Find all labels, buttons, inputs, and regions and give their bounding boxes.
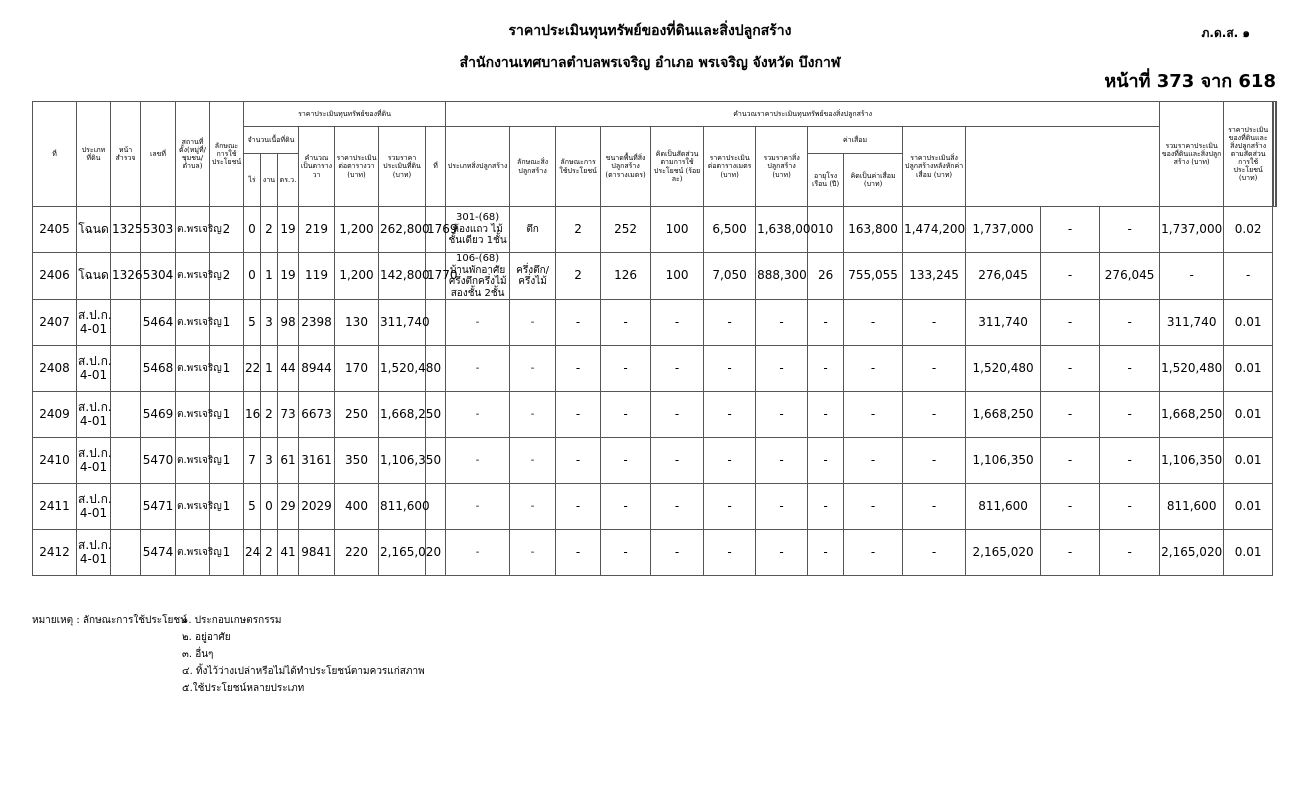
cell-b-price-sqm: -	[704, 438, 756, 484]
cell-ngan: 2	[261, 207, 278, 253]
cell-b-type: 106-(68) บ้านพักอาศัยครึ่งตึกครึ่งไม้สองชั้น 2ชั้น	[446, 253, 510, 300]
col-b-price-sqm: ราคาประเมินต่อตารางเมตร (บาท)	[704, 127, 756, 207]
cell-b-price-sqm: -	[704, 392, 756, 438]
cell-b-price-sqm: -	[704, 300, 756, 346]
cell-no: 2411	[33, 484, 77, 530]
col-b-style: ลักษณะสิ่งปลูกสร้าง	[510, 127, 556, 207]
col-no: ที่	[33, 102, 77, 207]
cell-b-area: 126	[601, 253, 651, 300]
cell-dep-age: -	[808, 392, 844, 438]
cell-deduction: -	[1100, 484, 1160, 530]
col-b-no: ที่	[426, 127, 446, 207]
cell-tax-rate: 0.02	[1224, 207, 1273, 253]
cell-dep-amount: -	[844, 346, 903, 392]
cell-rai: 5	[244, 484, 261, 530]
cell-grand-total: 1,668,250	[966, 392, 1041, 438]
cell-survey-page	[111, 300, 141, 346]
cell-b-type: 301-(68) ห้องแถว ไม้ชั้นเดียว 1ชั้น	[446, 207, 510, 253]
cell-no: 2405	[33, 207, 77, 253]
cell-b-percent: 100	[651, 253, 704, 300]
cell-number: 5469	[141, 392, 176, 438]
cell-b-area: -	[601, 392, 651, 438]
cell-ngan: 3	[261, 438, 278, 484]
cell-proportional: -	[1041, 253, 1100, 300]
cell-land-type: ส.ป.ก. 4-01	[77, 530, 111, 576]
cell-proportional: -	[1041, 207, 1100, 253]
notes	[32, 613, 425, 698]
cell-deduction: -	[1100, 207, 1160, 253]
cell-proportional: -	[1041, 392, 1100, 438]
col-location: สถานที่ตั้ง(หมู่ที่/ชุมชน/ตำบล)	[176, 102, 210, 207]
cell-b-usage: -	[556, 530, 601, 576]
cell-number: 5474	[141, 530, 176, 576]
col-b-percent: คิดเป็นสัดส่วนตามการใช้ประโยชน์ (ร้อยละ)	[651, 127, 704, 207]
cell-wa: 19	[278, 253, 299, 300]
cell-price-per-wa: 250	[335, 392, 379, 438]
cell-calc-wa: 2029	[299, 484, 335, 530]
cell-ngan: 1	[261, 346, 278, 392]
cell-b-total: -	[756, 300, 808, 346]
cell-no: 2410	[33, 438, 77, 484]
cell-b-total: 888,300	[756, 253, 808, 300]
cell-deduction: 276,045	[1100, 253, 1160, 300]
cell-dep-age: -	[808, 484, 844, 530]
cell-deduction: -	[1100, 346, 1160, 392]
cell-grand-total: 276,045	[966, 253, 1041, 300]
cell-taxable: 1,668,250	[1160, 392, 1224, 438]
table-row	[33, 392, 1277, 438]
cell-location: ต.พรเจริญ	[176, 346, 210, 392]
cell-b-usage: -	[556, 438, 601, 484]
cell-b-percent: -	[651, 484, 704, 530]
cell-number: 5304	[141, 253, 176, 300]
cell-dep-amount: -	[844, 484, 903, 530]
table-row	[33, 253, 1277, 300]
cell-wa: 44	[278, 346, 299, 392]
cell-b-total: -	[756, 438, 808, 484]
cell-number: 5303	[141, 207, 176, 253]
cell-location: ต.พรเจริญ	[176, 392, 210, 438]
col-proportional: ราคาประเมินของที่ดินและสิ่งปลูกสร้างตามสัดส่วนการใช้ประโยชน์ (บาท)	[1224, 102, 1273, 207]
cell-land-total: 142,800	[379, 253, 426, 300]
cell-b-after-dep: -	[903, 300, 966, 346]
cell-b-no: 1770	[426, 253, 446, 300]
cell-b-percent: -	[651, 530, 704, 576]
col-b-type: ประเภทสิ่งปลูกสร้าง	[446, 127, 510, 207]
cell-price-per-wa: 350	[335, 438, 379, 484]
cell-taxable: 811,600	[1160, 484, 1224, 530]
cell-taxable: 1,106,350	[1160, 438, 1224, 484]
col-b-usage: ลักษณะการใช้ประโยชน์	[556, 127, 601, 207]
cell-b-style: ครึ่งตึก/ครึ่งไม้	[510, 253, 556, 300]
cell-no: 2406	[33, 253, 77, 300]
cell-survey-page	[111, 346, 141, 392]
cell-dep-age: -	[808, 530, 844, 576]
cell-usage: 1	[210, 392, 244, 438]
cell-b-type: -	[446, 300, 510, 346]
cell-proportional: -	[1041, 530, 1100, 576]
document-title: ราคาประเมินทุนทรัพย์ของที่ดินและสิ่งปลูกสร้าง	[508, 23, 792, 39]
cell-b-style: -	[510, 300, 556, 346]
cell-usage: 1	[210, 484, 244, 530]
cell-dep-amount: -	[844, 300, 903, 346]
col-group-building: คำนวณราคาประเมินทุนทรัพย์ของสิ่งปลูกสร้าง	[446, 102, 1160, 127]
assessment-table	[32, 101, 1277, 576]
cell-rai: 5	[244, 300, 261, 346]
note-item: ๑. ประกอบเกษตรกรรม	[182, 615, 282, 626]
cell-location: ต.พรเจริญ	[176, 438, 210, 484]
note-item: ๕.ใช้ประโยชน์หลายประเภท	[182, 683, 305, 694]
cell-land-total: 811,600	[379, 484, 426, 530]
cell-no: 2412	[33, 530, 77, 576]
col-land-type: ประเภทที่ดิน	[77, 102, 111, 207]
cell-b-total: 1,638,000	[756, 207, 808, 253]
cell-calc-wa: 2398	[299, 300, 335, 346]
cell-b-type: -	[446, 484, 510, 530]
cell-b-total: -	[756, 392, 808, 438]
cell-survey-page: 1325	[111, 207, 141, 253]
table-row	[33, 207, 1277, 253]
cell-tax-rate: 0.01	[1224, 392, 1273, 438]
cell-b-usage: -	[556, 484, 601, 530]
cell-proportional: -	[1041, 346, 1100, 392]
table-body	[33, 207, 1277, 576]
cell-grand-total: 811,600	[966, 484, 1041, 530]
cell-b-total: -	[756, 484, 808, 530]
cell-wa: 98	[278, 300, 299, 346]
cell-no: 2409	[33, 392, 77, 438]
cell-ngan: 2	[261, 530, 278, 576]
cell-b-area: -	[601, 484, 651, 530]
cell-no: 2407	[33, 300, 77, 346]
cell-b-total: -	[756, 346, 808, 392]
cell-taxable: 1,520,480	[1160, 346, 1224, 392]
cell-usage: 1	[210, 346, 244, 392]
cell-price-per-wa: 1,200	[335, 207, 379, 253]
cell-taxable: 1,737,000	[1160, 207, 1224, 253]
cell-survey-page: 1326	[111, 253, 141, 300]
cell-rai: 22	[244, 346, 261, 392]
cell-price-per-wa: 170	[335, 346, 379, 392]
cell-calc-wa: 6673	[299, 392, 335, 438]
cell-proportional: -	[1041, 484, 1100, 530]
cell-usage: 1	[210, 438, 244, 484]
col-grand-total: รวมราคาประเมินของที่ดินและสิ่งปลูกสร้าง (บาท)	[1160, 102, 1224, 207]
cell-usage: 2	[210, 253, 244, 300]
cell-ngan: 2	[261, 392, 278, 438]
cell-tax-rate: -	[1224, 253, 1273, 300]
cell-survey-page	[111, 530, 141, 576]
cell-wa: 61	[278, 438, 299, 484]
cell-b-after-dep: -	[903, 484, 966, 530]
cell-land-total: 311,740	[379, 300, 426, 346]
col-land-total: รวมราคาประเมินที่ดิน (บาท)	[379, 127, 426, 207]
cell-calc-wa: 119	[299, 253, 335, 300]
cell-land-total: 262,800	[379, 207, 426, 253]
cell-tax-rate: 0.01	[1224, 346, 1273, 392]
cell-number: 5471	[141, 484, 176, 530]
table-row	[33, 300, 1277, 346]
table-row	[33, 438, 1277, 484]
cell-land-type: โฉนด	[77, 253, 111, 300]
cell-number: 5470	[141, 438, 176, 484]
cell-b-price-sqm: -	[704, 530, 756, 576]
cell-taxable: 2,165,020	[1160, 530, 1224, 576]
cell-b-after-dep: -	[903, 346, 966, 392]
notes-label: หมายเหตุ : ลักษณะการใช้ประโยชน์	[32, 615, 187, 626]
cell-price-per-wa: 130	[335, 300, 379, 346]
cell-tax-rate: 0.01	[1224, 530, 1273, 576]
cell-b-total: -	[756, 530, 808, 576]
cell-taxable: 311,740	[1160, 300, 1224, 346]
cell-number: 5464	[141, 300, 176, 346]
col-number: เลขที่	[141, 102, 176, 207]
cell-usage: 2	[210, 207, 244, 253]
cell-wa: 19	[278, 207, 299, 253]
cell-b-price-sqm: -	[704, 346, 756, 392]
cell-usage: 1	[210, 530, 244, 576]
cell-dep-age: -	[808, 438, 844, 484]
cell-b-style: -	[510, 392, 556, 438]
cell-b-style: -	[510, 438, 556, 484]
cell-b-percent: 100	[651, 207, 704, 253]
cell-b-price-sqm: 6,500	[704, 207, 756, 253]
cell-b-after-dep: -	[903, 392, 966, 438]
table-row	[33, 530, 1277, 576]
cell-deduction: -	[1100, 300, 1160, 346]
cell-land-type: โฉนด	[77, 207, 111, 253]
cell-dep-amount: -	[844, 392, 903, 438]
cell-dep-amount: -	[844, 438, 903, 484]
cell-rai: 24	[244, 530, 261, 576]
cell-b-after-dep: -	[903, 530, 966, 576]
cell-calc-wa: 3161	[299, 438, 335, 484]
cell-deduction: -	[1100, 392, 1160, 438]
col-group-area: จำนวนเนื้อที่ดิน	[244, 127, 299, 154]
cell-taxable: -	[1160, 253, 1224, 300]
cell-land-total: 1,520,480	[379, 346, 426, 392]
cell-rai: 16	[244, 392, 261, 438]
cell-location: ต.พรเจริญ	[176, 300, 210, 346]
cell-location: ต.พรเจริญ	[176, 484, 210, 530]
cell-b-percent: -	[651, 300, 704, 346]
form-code: ภ.ด.ส. ๑	[1201, 26, 1250, 40]
col-dep-amount: คิดเป็นค่าเสื่อม (บาท)	[844, 154, 903, 207]
cell-grand-total: 1,520,480	[966, 346, 1041, 392]
cell-b-percent: -	[651, 392, 704, 438]
cell-dep-age: 26	[808, 253, 844, 300]
cell-dep-amount: 163,800	[844, 207, 903, 253]
cell-b-percent: -	[651, 346, 704, 392]
cell-ngan: 0	[261, 484, 278, 530]
col-ngan: งาน	[261, 154, 278, 207]
cell-land-type: ส.ป.ก. 4-01	[77, 346, 111, 392]
cell-b-usage: 2	[556, 207, 601, 253]
cell-land-type: ส.ป.ก. 4-01	[77, 392, 111, 438]
cell-calc-wa: 8944	[299, 346, 335, 392]
cell-b-type: -	[446, 392, 510, 438]
cell-survey-page	[111, 438, 141, 484]
cell-b-usage: 2	[556, 253, 601, 300]
cell-land-type: ส.ป.ก. 4-01	[77, 300, 111, 346]
cell-tax-rate: 0.01	[1224, 484, 1273, 530]
cell-grand-total: 1,737,000	[966, 207, 1041, 253]
cell-grand-total: 311,740	[966, 300, 1041, 346]
cell-rai: 7	[244, 438, 261, 484]
cell-proportional: -	[1041, 300, 1100, 346]
cell-b-percent: -	[651, 438, 704, 484]
cell-dep-age: 10	[808, 207, 844, 253]
cell-b-type: -	[446, 530, 510, 576]
cell-wa: 73	[278, 392, 299, 438]
cell-price-per-wa: 1,200	[335, 253, 379, 300]
cell-b-area: -	[601, 530, 651, 576]
col-calc-wa: คำนวณเป็นตารางวา	[299, 127, 335, 207]
cell-b-type: -	[446, 346, 510, 392]
cell-b-area: -	[601, 438, 651, 484]
cell-b-usage: -	[556, 346, 601, 392]
cell-b-price-sqm: -	[704, 484, 756, 530]
cell-calc-wa: 9841	[299, 530, 335, 576]
cell-grand-total: 1,106,350	[966, 438, 1041, 484]
col-b-area: ขนาดพื้นที่สิ่งปลูกสร้าง (ตารางเมตร)	[601, 127, 651, 207]
cell-tax-rate: 0.01	[1224, 300, 1273, 346]
cell-wa: 29	[278, 484, 299, 530]
col-price-per-wa: ราคาประเมินต่อตารางวา (บาท)	[335, 127, 379, 207]
cell-land-type: ส.ป.ก. 4-01	[77, 438, 111, 484]
cell-land-type: ส.ป.ก. 4-01	[77, 484, 111, 530]
cell-b-area: -	[601, 346, 651, 392]
col-wa: ตร.ว.	[278, 154, 299, 207]
cell-deduction: -	[1100, 438, 1160, 484]
cell-proportional: -	[1041, 438, 1100, 484]
table-row	[33, 346, 1277, 392]
cell-calc-wa: 219	[299, 207, 335, 253]
col-group-depreciation: ค่าเสื่อม	[808, 127, 903, 154]
cell-rai: 0	[244, 207, 261, 253]
cell-b-style: ตึก	[510, 207, 556, 253]
cell-dep-age: -	[808, 300, 844, 346]
cell-land-total: 1,668,250	[379, 392, 426, 438]
cell-location: ต.พรเจริญ	[176, 253, 210, 300]
cell-tax-rate: 0.01	[1224, 438, 1273, 484]
note-item: ๒. อยู่อาศัย	[182, 632, 231, 643]
col-dep-age: อายุโรงเรือน (ปี)	[808, 154, 844, 207]
cell-b-no: 1769	[426, 207, 446, 253]
cell-price-per-wa: 400	[335, 484, 379, 530]
cell-ngan: 3	[261, 300, 278, 346]
table-row	[33, 484, 1277, 530]
col-b-total: รวมราคาสิ่งปลูกสร้าง (บาท)	[756, 127, 808, 207]
col-survey-page: หน้าสำรวจ	[111, 102, 141, 207]
note-item: ๔. ทิ้งไว้ว่างเปล่าหรือไม่ได้ทำประโยชน์ตามควรแก่สภาพ	[182, 666, 425, 677]
cell-location: ต.พรเจริญ	[176, 207, 210, 253]
col-usage: ลักษณะการใช้ประโยชน์	[210, 102, 244, 207]
cell-dep-amount: 755,055	[844, 253, 903, 300]
cell-b-style: -	[510, 484, 556, 530]
cell-b-style: -	[510, 346, 556, 392]
cell-number: 5468	[141, 346, 176, 392]
cell-b-type: -	[446, 438, 510, 484]
cell-rai: 0	[244, 253, 261, 300]
cell-b-price-sqm: 7,050	[704, 253, 756, 300]
cell-dep-age: -	[808, 346, 844, 392]
cell-price-per-wa: 220	[335, 530, 379, 576]
cell-location: ต.พรเจริญ	[176, 530, 210, 576]
cell-survey-page	[111, 392, 141, 438]
cell-survey-page	[111, 484, 141, 530]
cell-b-usage: -	[556, 392, 601, 438]
cell-wa: 41	[278, 530, 299, 576]
note-item: ๓. อื่นๆ	[182, 649, 214, 660]
cell-land-total: 2,165,020	[379, 530, 426, 576]
cell-usage: 1	[210, 300, 244, 346]
col-rai: ไร่	[244, 154, 261, 207]
cell-land-total: 1,106,350	[379, 438, 426, 484]
page-number: หน้าที่ 373 จาก 618	[1104, 71, 1276, 92]
cell-ngan: 1	[261, 253, 278, 300]
cell-b-after-dep: 1,474,200	[903, 207, 966, 253]
cell-b-area: 252	[601, 207, 651, 253]
col-tax-rate	[1275, 102, 1276, 207]
cell-b-after-dep: 133,245	[903, 253, 966, 300]
cell-no: 2408	[33, 346, 77, 392]
document-subtitle: สำนักงานเทศบาลตำบลพรเจริญ อำเภอ พรเจริญ จังหวัด บึงกาฬ	[459, 55, 841, 71]
cell-dep-amount: -	[844, 530, 903, 576]
cell-b-area: -	[601, 300, 651, 346]
col-group-land: ราคาประเมินทุนทรัพย์ของที่ดิน	[244, 102, 446, 127]
cell-b-after-dep: -	[903, 438, 966, 484]
cell-grand-total: 2,165,020	[966, 530, 1041, 576]
cell-deduction: -	[1100, 530, 1160, 576]
cell-b-style: -	[510, 530, 556, 576]
cell-b-usage: -	[556, 300, 601, 346]
col-b-after-dep: ราคาประเมินสิ่งปลูกสร้างหลังหักค่าเสื่อม (บาท)	[903, 127, 966, 207]
